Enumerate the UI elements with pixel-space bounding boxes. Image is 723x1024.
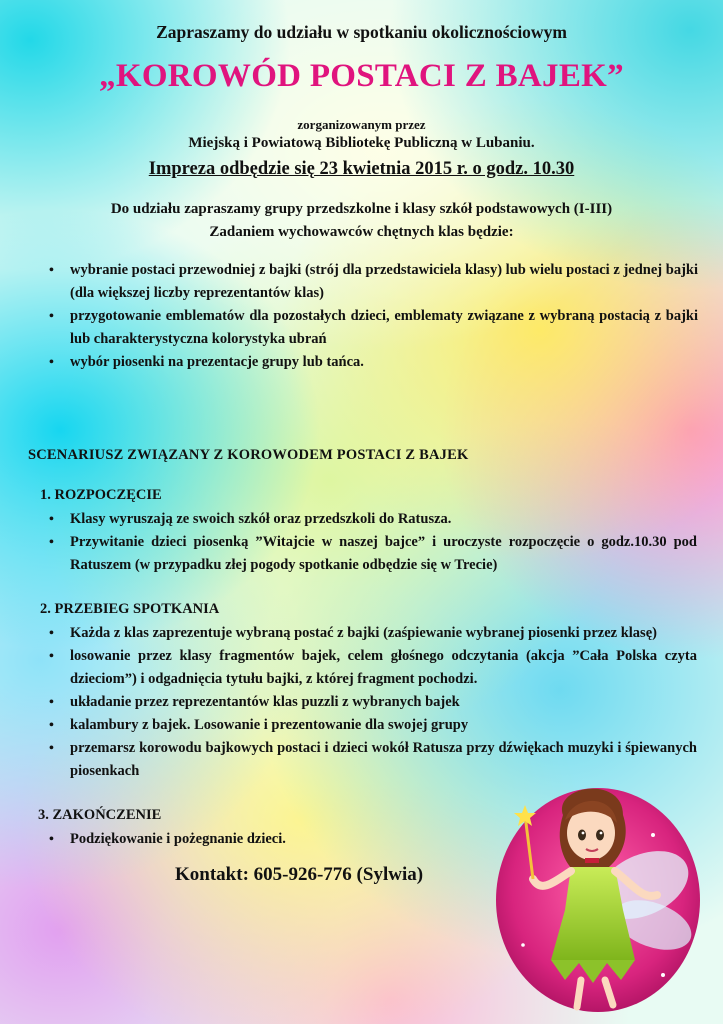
section-3-list (49, 828, 470, 851)
list-item: • Podziękowanie i pożegnanie dzieci. (70, 828, 470, 851)
organizer-name: Miejską i Powiatową Bibliotekę Publiczną w Lubaniu. (188, 135, 535, 151)
list-item: • wybranie postaci przewodniej z bajki (strój dla przedstawiciela klasy) lub wielu postaci z jednej bajki (dla większej liczby reprezentantów klas) (70, 259, 698, 305)
fairy-illustration (493, 775, 708, 1015)
organized-by: zorganizowanym przez (297, 117, 426, 132)
scenario-heading: SCENARIUSZ ZWIĄZANY Z KOROWODEM POSTACI Z BAJEK (28, 447, 469, 463)
bullet-icon: • (49, 718, 54, 733)
event-date: Impreza odbędzie się 23 kwietnia 2015 r. o godz. 10.30 (148, 159, 575, 179)
bullet-icon: • (49, 309, 54, 324)
invitation-line: Zapraszamy do udziału w spotkaniu okolicznościowym (156, 22, 567, 42)
bullet-icon: • (49, 512, 54, 527)
bullet-icon: • (49, 649, 54, 664)
list-item: • losowanie przez klasy fragmentów bajek, celem głośnego odczytania (akcja ”Cała Polska czyta dzieciom”) i odgadnięcia tytułu bajki, z której fragment pochodzi. (70, 645, 697, 691)
section-label: 1. ROZPOCZĘCIE (40, 487, 162, 503)
list-item: • przygotowanie emblematów dla pozostałych dzieci, emblematy związane z wybraną postacią z bajki lub charakterystyczna kolorystyka ubrań (70, 305, 698, 351)
list-item: • wybór piosenki na prezentacje grupy lub tańca. (70, 351, 698, 374)
tasks-list (49, 259, 698, 374)
list-item: • Przywitanie dzieci piosenką ”Witajcie w naszej bajce” i uroczyste rozpoczęcie o godz.10.30 pod Ratuszem (w przypadku złej pogody spotkanie odbędzie się w Trecie) (70, 531, 697, 577)
list-item: • Każda z klas zaprezentuje wybraną postać z bajki (zaśpiewanie wybranej piosenki przez klasę) (70, 622, 697, 645)
intro-line-1: Do udziału zapraszamy grupy przedszkolne i klasy szkół podstawowych (I-III) (110, 201, 613, 217)
list-item: • przemarsz korowodu bajkowych postaci i dzieci wokół Ratusza przy dźwiękach muzyki i śpiewanych piosenkach (70, 737, 697, 783)
section-label: 3. ZAKOŃCZENIE (38, 807, 162, 823)
bullet-icon: • (49, 535, 54, 550)
event-title: „KOROWÓD POSTACI Z BAJEK” (99, 58, 624, 94)
bullet-icon: • (49, 741, 54, 756)
list-item: • kalambury z bajek. Losowanie i prezentowanie dla swojej grupy (70, 714, 697, 737)
section-1-list (49, 508, 697, 577)
section-2-list (49, 622, 697, 783)
list-item: • Klasy wyruszają ze swoich szkół oraz przedszkoli do Ratusza. (70, 508, 697, 531)
section-label: 2. PRZEBIEG SPOTKANIA (40, 601, 220, 617)
bullet-icon: • (49, 355, 54, 370)
bullet-icon: • (49, 263, 54, 278)
list-item: • układanie przez reprezentantów klas puzzli z wybranych bajek (70, 691, 697, 714)
intro-line-2: Zadaniem wychowawców chętnych klas będzie: (209, 224, 514, 240)
bullet-icon: • (49, 695, 54, 710)
bullet-icon: • (49, 832, 54, 847)
contact-info: Kontakt: 605-926-776 (Sylwia) (175, 864, 424, 885)
bullet-icon: • (49, 626, 54, 641)
